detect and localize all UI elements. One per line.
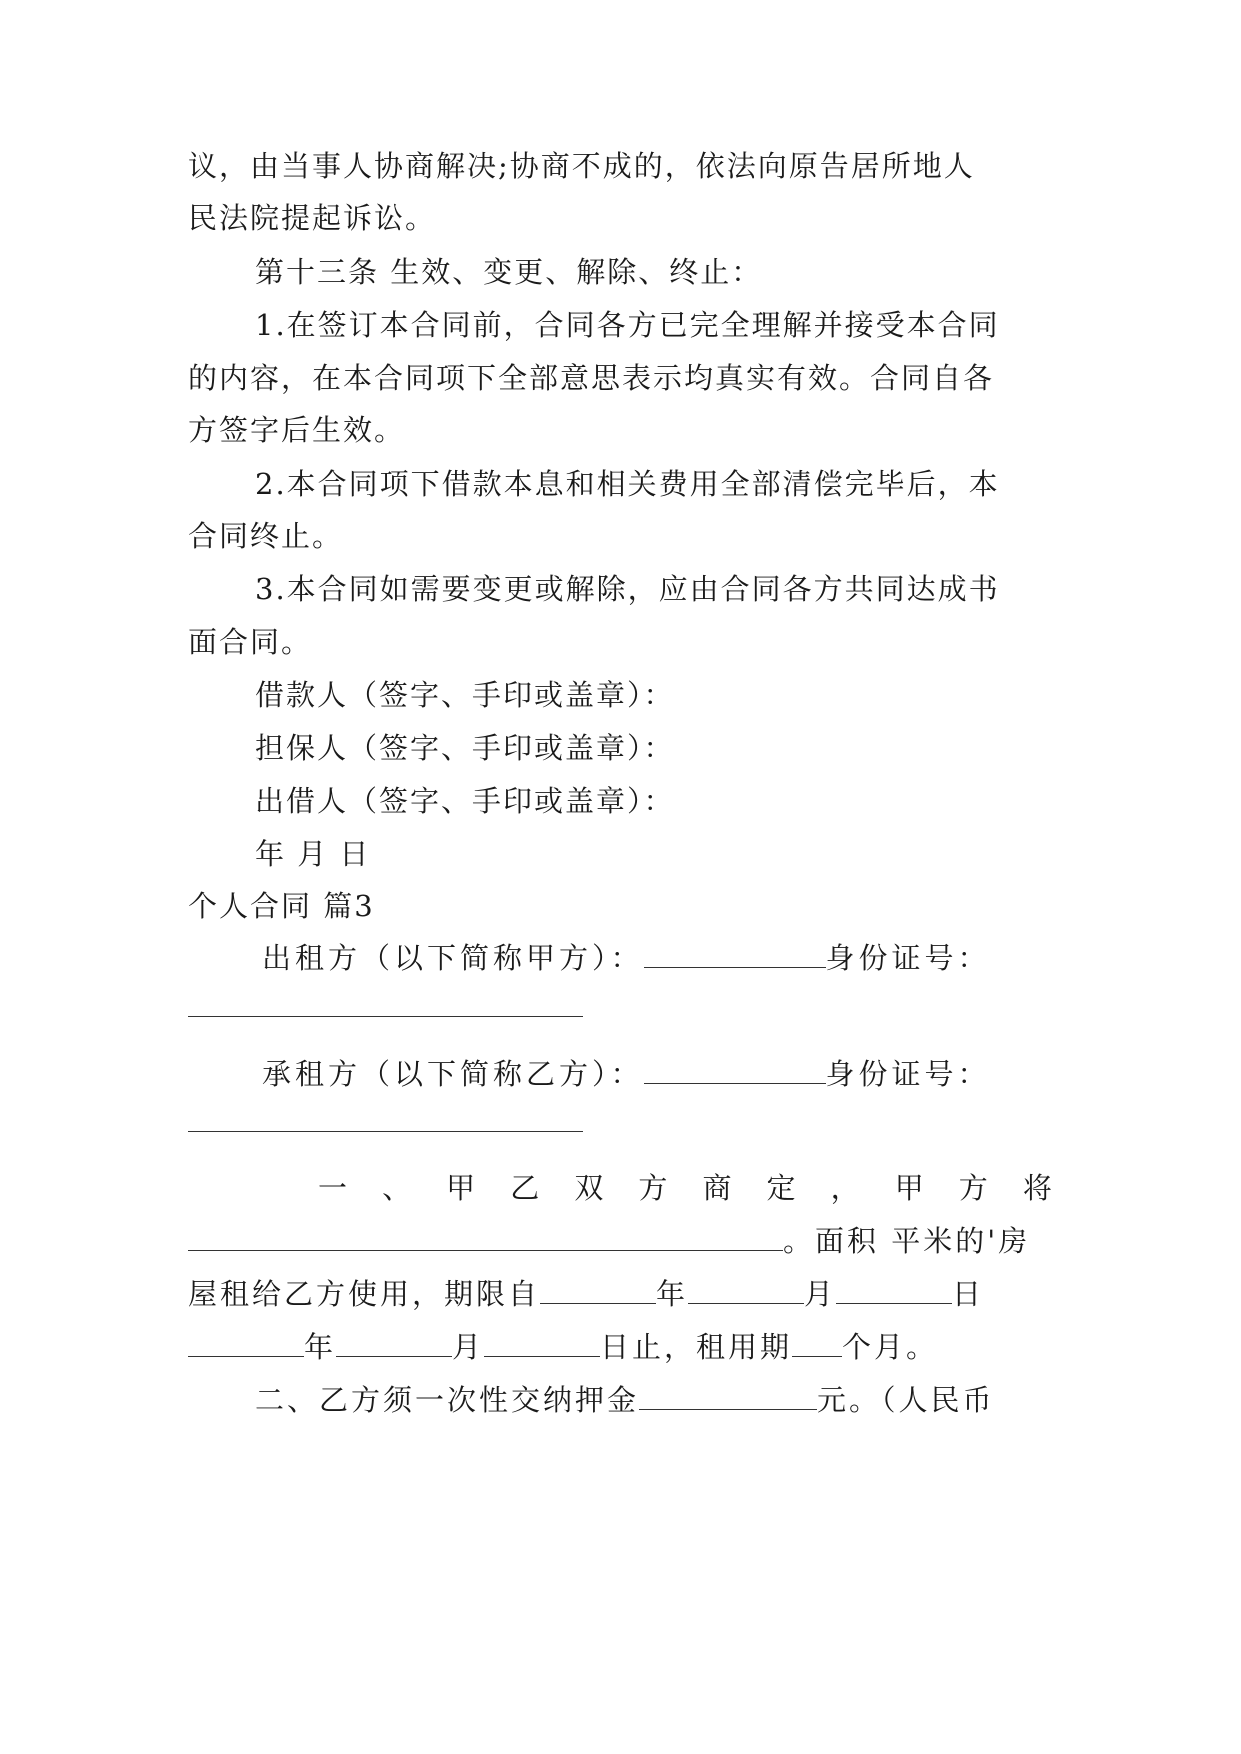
end-day-blank[interactable]: [484, 1334, 600, 1357]
property-address-blank[interactable]: [188, 1228, 783, 1251]
month-text: 月: [452, 1330, 485, 1364]
spread-char: 定: [766, 1171, 796, 1205]
lessor-id-blank[interactable]: [188, 1016, 583, 1017]
clause1-spread-line: [318, 1170, 1052, 1206]
signature-borrower: 借款人（签字、手印或盖章）：: [255, 678, 675, 712]
spread-char: 商: [702, 1171, 732, 1205]
text-line: 2.本合同项下借款本息和相关费用全部清偿完毕后，本: [255, 467, 1000, 501]
article-heading: 第十三条 生效、变更、解除、终止：: [255, 255, 763, 289]
lessee-id-label: 身份证号：: [825, 1057, 991, 1091]
text-line: 面合同。: [188, 625, 313, 659]
spread-char: ，: [830, 1171, 860, 1205]
spread-char: 甲: [894, 1171, 924, 1205]
start-day-blank[interactable]: [836, 1281, 952, 1304]
spread-char: 双: [574, 1171, 604, 1205]
text-line: 合同终止。: [188, 519, 344, 553]
lessor-name-blank[interactable]: [644, 945, 826, 968]
text-line: 民法院提起诉讼。: [188, 201, 437, 235]
spread-char: 乙: [510, 1171, 540, 1205]
signature-lender: 出借人（签字、手印或盖章）：: [255, 784, 675, 818]
end-month-blank[interactable]: [336, 1334, 452, 1357]
clause1-area-line: [188, 1223, 1030, 1259]
lessee-id-blank[interactable]: [188, 1131, 583, 1132]
clause1-term-line: [188, 1276, 984, 1312]
deposit-amount-blank[interactable]: [639, 1387, 817, 1410]
lessor-id-label: 身份证号：: [825, 941, 991, 975]
lessee-line: [262, 1056, 991, 1092]
signature-guarantor: 担保人（签字、手印或盖章）：: [255, 731, 675, 765]
spread-char: 方: [638, 1171, 668, 1205]
term-months-blank[interactable]: [792, 1334, 842, 1357]
clause1-end-line: [188, 1329, 938, 1365]
signature-date: 年 月 日: [255, 837, 371, 871]
text-line: 议，由当事人协商解决;协商不成的，依法向原告居所地人: [188, 149, 975, 183]
text-line: 1.在签订本合同前，合同各方已完全理解并接受本合同: [255, 308, 1000, 342]
spread-char: 一: [318, 1171, 348, 1205]
deposit-text: 二、乙方须一次性交纳押金: [255, 1383, 640, 1417]
lessee-label: 承租方（以下简称乙方）：: [262, 1057, 644, 1091]
spread-char: 、: [382, 1171, 412, 1205]
clause2-line: [255, 1382, 995, 1418]
lessee-name-blank[interactable]: [644, 1061, 826, 1084]
text-line: 3.本合同如需要变更或解除，应由合同各方共同达成书: [255, 572, 1000, 606]
spread-char: 方: [958, 1171, 988, 1205]
text-line: 方签字后生效。: [188, 413, 406, 447]
until-text: 日止，租用期: [600, 1330, 793, 1364]
year-text: 年: [304, 1330, 337, 1364]
deposit-unit-text: 元。（人民币: [817, 1383, 995, 1417]
start-year-blank[interactable]: [540, 1281, 656, 1304]
term-text: 屋租给乙方使用，期限自: [188, 1277, 541, 1311]
start-month-blank[interactable]: [688, 1281, 804, 1304]
lessor-label: 出租方（以下简称甲方）：: [262, 941, 644, 975]
months-text: 个月。: [842, 1330, 939, 1364]
section-title: 个人合同 篇3: [188, 889, 375, 923]
year-text: 年: [656, 1277, 689, 1311]
area-text: 。面积 平米的'房: [783, 1224, 1031, 1258]
spread-char: 甲: [446, 1171, 476, 1205]
end-year-blank[interactable]: [188, 1334, 304, 1357]
day-text: 日: [952, 1277, 985, 1311]
spread-char: 将: [1022, 1171, 1052, 1205]
month-text: 月: [804, 1277, 837, 1311]
text-line: 的内容，在本合同项下全部意思表示均真实有效。合同自各: [188, 361, 995, 395]
lessor-line: [262, 940, 991, 976]
